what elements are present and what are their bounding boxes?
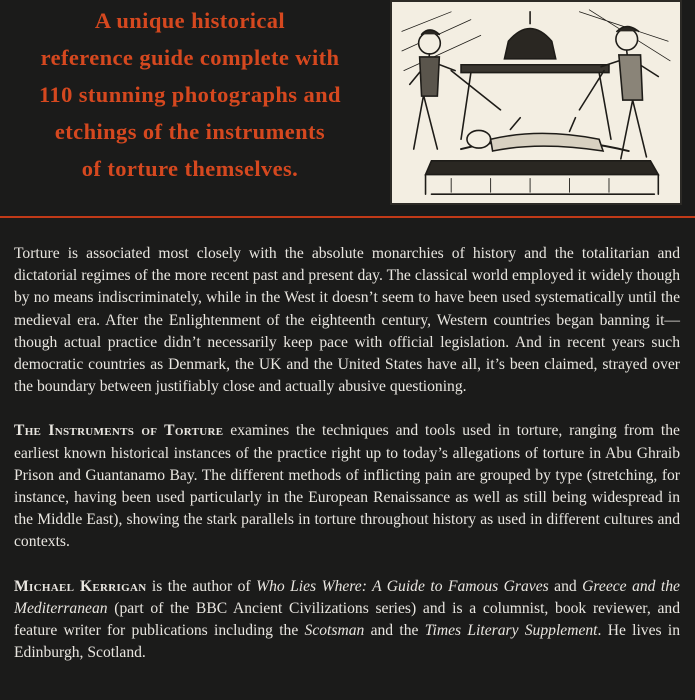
paragraph-text: and the: [364, 622, 425, 640]
author-name: Michael Kerrigan: [14, 577, 147, 595]
tagline-line: etchings of the instruments: [54, 119, 326, 144]
woodcut-illustration: [390, 0, 682, 205]
paragraph-book-summary: [14, 420, 680, 553]
paragraph-text: examines the techniques and tools used in torture, ranging from the earliest known historical instances of the practice right up to today’s allegations of torture in Abu Ghraib Prison and Guantanamo Bay. The different methods of inflicting pain are grouped by type (stretching, for instance, having been used particularly in the European Renaissance as well as still being widespread in the Middle East), showing the stark parallels in torture throughout history as used in different cultures and contexts.: [14, 422, 680, 551]
divider-rule: [0, 216, 695, 218]
paragraph-text: and: [548, 577, 583, 595]
paragraph-text: is the author of: [146, 577, 257, 595]
publication-name: Scotsman: [304, 622, 365, 640]
tagline: [0, 0, 380, 207]
book-title: The Instruments of Torture: [14, 422, 224, 440]
paragraph-text: . He lives in Edinburgh, Scotland.: [14, 622, 681, 662]
woodcut-torture-scene-icon: [392, 2, 680, 203]
tagline-line: A unique historical: [94, 8, 286, 33]
tagline-line: reference guide complete with: [40, 45, 340, 70]
description: [14, 243, 680, 686]
book-reference: Who Lies Where: A Guide to Famous Graves: [256, 577, 549, 595]
tagline-line: 110 stunning photographs and: [39, 82, 341, 107]
tagline-line: of torture themselves.: [81, 156, 299, 181]
book-reference: Greece and the Mediterranean: [14, 577, 680, 617]
paragraph-author-bio: [14, 576, 680, 665]
publication-name: Times Literary Supplement: [424, 622, 598, 640]
paragraph-history: Torture is associated most closely with the absolute monarchies of history and the totalitarian and dictatorial regimes of the more recent past and present day. The classical world employed it widely though by no means indiscriminately, while in the West it doesn’t seem to have been used systematically until the medieval era. After the Enlightenment of the eighteenth century, Western countries began banning it—though actual practice didn’t necessarily keep pace with official legislation. And in recent years such democratic countries as Denmark, the UK and the United States have all, it’s been claimed, strayed over the boundary between justifiably close and actually abusive questioning.: [14, 245, 680, 396]
paragraph-text: (part of the BBC Ancient Civilizations series) and is a columnist, book reviewer, and feature writer for publications including the: [14, 599, 680, 640]
